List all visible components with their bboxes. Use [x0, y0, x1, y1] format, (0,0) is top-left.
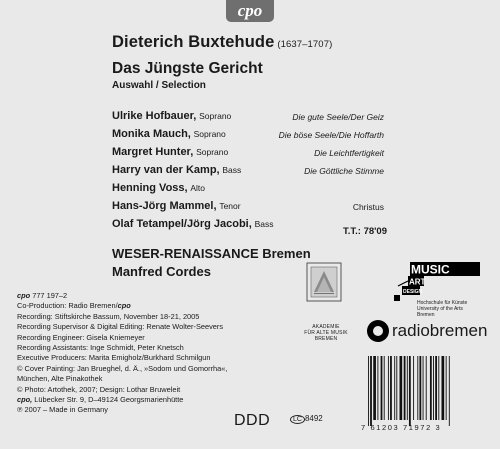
ddd-label: DDD [234, 412, 271, 429]
performer-row [112, 110, 384, 126]
credit-line: Recording Assistants: Inge Schmidt, Peter Knetsch [17, 343, 184, 353]
barcode-bar [388, 356, 389, 420]
hfk-line: University of the Arts [417, 306, 463, 312]
credit-line: ℗ 2007 – Made in Germany [17, 405, 108, 415]
barcode-bar [390, 356, 392, 420]
barcode-bar [446, 356, 447, 420]
performer-name: Henning Voss, [112, 182, 188, 194]
radiobremen-logo: radiobremen [392, 321, 488, 340]
barcode-bar [400, 356, 403, 420]
composer-name [112, 33, 332, 52]
barcode-bar [413, 356, 414, 420]
barcode-bar [430, 356, 432, 420]
barcode-bar [419, 356, 421, 420]
performer-name: Ulrike Hofbauer, [112, 110, 197, 122]
barcode-digits: 7 61203 71972 3 [361, 423, 442, 432]
performer-role: Die Leichtfertigkeit [314, 148, 384, 158]
hfk-line: Hochschule für Künste [417, 300, 468, 306]
performer-row [112, 128, 384, 144]
barcode-bar [426, 356, 427, 420]
mad-music-text: MUSIC [411, 262, 450, 277]
akademie-label [296, 324, 356, 342]
mad-art-text: ART [409, 277, 426, 287]
hfk-line: Bremen [417, 312, 435, 318]
barcode-bar [435, 356, 437, 420]
performer-row [112, 200, 384, 216]
credits-block [17, 291, 237, 416]
barcode-bar [449, 356, 450, 426]
composer-name-text: Dieterich Buxtehude [112, 33, 275, 51]
performer-row [112, 182, 384, 198]
credit-line: Recording Engineer: Gisela Kniemeyer [17, 332, 145, 342]
credit-line: München, Alte Pinakothek [17, 374, 103, 384]
performer-role: Die gute Seele/Der Geiz [292, 112, 384, 122]
work-title: Das Jüngste Gericht [112, 60, 263, 77]
coproduction-suffix: cpo [117, 301, 131, 311]
credit-text: Co-Production: Radio Bremen/ [17, 301, 118, 311]
akademie-line: AKADEMIE [312, 324, 340, 330]
performer-role: Die böse Seele/Die Hoffarth [278, 130, 384, 140]
work-subtitle: Auswahl / Selection [112, 80, 206, 91]
credit-line: Recording Supervisor & Digital Editing: Renate Wolter-Seevers [17, 322, 224, 332]
credit-line: Executive Producers: Marita Emigholz/Burkhard Schmilgun [17, 353, 211, 363]
akademie-line: FÜR ALTE MUSIK [304, 330, 348, 336]
performer-name: Margret Hunter, [112, 146, 194, 158]
composer-dates: (1637–1707) [277, 39, 333, 50]
performer-voice: Soprano [196, 147, 229, 157]
catalog-number-text: 777 197–2 [32, 291, 68, 300]
credit-line [17, 395, 237, 405]
cpo-logo: cpo [226, 0, 274, 22]
credit-line: © Photo: Artothek, 2007; Design: Lothar Bruweleit [17, 384, 181, 394]
barcode-bar [396, 356, 397, 420]
conductor-name: Manfred Cordes [112, 264, 211, 279]
barcode-bar [409, 356, 411, 426]
total-time: T.T.: 78'09 [343, 226, 387, 237]
label-code [290, 414, 323, 424]
performer-name: Olaf Tetampel/Jörg Jacobi, [112, 218, 252, 230]
akademie-line: BREMEN [314, 336, 338, 342]
performer-row [112, 146, 384, 162]
radiobremen-circle-icon [367, 320, 389, 342]
performer-name: Harry van der Kamp, [112, 164, 220, 176]
catalog-prefix: cpo [17, 291, 31, 300]
address-prefix: cpo, [17, 395, 33, 405]
barcode-bar [438, 356, 439, 420]
barcode-bar [404, 356, 406, 420]
performer-voice: Alto [190, 183, 206, 193]
lc-code: 8492 [304, 414, 323, 423]
credit-line: Recording: Stiftskirche Bassum, November 18-21, 2005 [17, 311, 200, 321]
mad-design-text: DESIGN [403, 289, 423, 295]
ensemble-name: WESER-RENAISSANCE Bremen [112, 246, 311, 261]
performer-name: Hans-Jörg Mammel, [112, 200, 217, 212]
performer-role: Christus [352, 202, 384, 212]
performer-voice: Bass [222, 165, 242, 175]
hfk-label [417, 300, 467, 318]
barcode-bar [368, 356, 369, 426]
akademie-emblem-icon [306, 262, 342, 302]
barcode-bar [384, 356, 385, 420]
performer-row [112, 164, 384, 180]
performer-voice: Tenor [219, 201, 241, 211]
credit-line [17, 301, 237, 311]
credit-line: © Cover Painting: Jan Brueghel, d. Ä., »Sodom und Gomorrha«, [17, 363, 228, 373]
barcode-bar [442, 356, 445, 420]
barcode-bar [370, 356, 372, 426]
lc-prefix: LC [290, 415, 305, 424]
catalog-number [17, 291, 237, 301]
barcode-bar [377, 356, 378, 420]
barcode-bar [417, 356, 418, 420]
performer-voice: Soprano [199, 111, 232, 121]
address-text: Lübecker Str. 9, D–49124 Georgsmarienhütte [34, 395, 184, 405]
barcode-bar [394, 356, 395, 420]
barcode-bar [381, 356, 383, 420]
performer-role: Die Göttliche Stimme [304, 166, 384, 176]
barcode-bar [423, 356, 424, 420]
performer-voice: Soprano [193, 129, 226, 139]
barcode-bar [407, 356, 408, 420]
barcode-bar [433, 356, 434, 420]
performer-voice: Bass [254, 219, 274, 229]
barcode-bar [373, 356, 376, 420]
performer-name: Monika Mauch, [112, 128, 191, 140]
